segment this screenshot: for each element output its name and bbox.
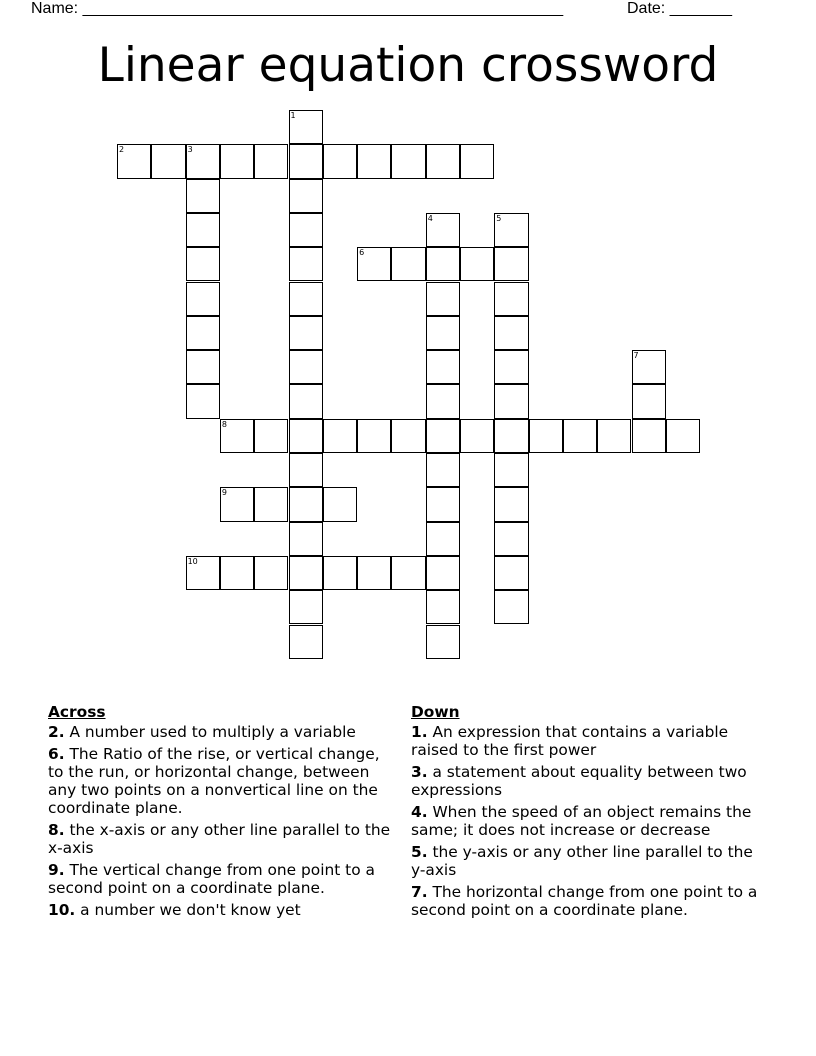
grid-cell[interactable]	[494, 247, 528, 281]
across-clue	[48, 723, 398, 741]
grid-cell[interactable]	[151, 144, 185, 178]
down-clue	[411, 803, 771, 839]
grid-cell[interactable]	[289, 419, 323, 453]
grid-cell[interactable]	[529, 419, 563, 453]
grid-cell[interactable]	[426, 282, 460, 316]
grid-cell[interactable]	[391, 144, 425, 178]
grid-cell[interactable]	[117, 144, 151, 178]
clue-number: 7	[633, 351, 639, 361]
grid-cell[interactable]	[494, 350, 528, 384]
grid-cell[interactable]	[289, 247, 323, 281]
clue-text: the x-axis or any other line parallel to the x-axis	[48, 821, 391, 857]
clue-text: An expression that contains a variable raised to the first power	[411, 723, 729, 759]
grid-cell[interactable]	[220, 487, 254, 521]
clue-number: 9	[221, 488, 227, 498]
clue-text: The vertical change from one point to a second point on a coordinate plane.	[48, 861, 375, 897]
grid-cell[interactable]	[494, 487, 528, 521]
down-clue	[411, 843, 771, 879]
grid-cell[interactable]	[426, 144, 460, 178]
grid-cell[interactable]	[426, 350, 460, 384]
grid-cell[interactable]	[220, 556, 254, 590]
clue-text: the y-axis or any other line parallel to the y-axis	[411, 843, 753, 879]
grid-cell[interactable]	[426, 522, 460, 556]
grid-cell[interactable]	[323, 487, 357, 521]
clue-num: 1.	[411, 723, 428, 741]
grid-cell[interactable]	[289, 453, 323, 487]
clue-number: 5	[496, 213, 502, 223]
across-clues	[48, 703, 398, 923]
grid-cell[interactable]	[323, 556, 357, 590]
across-clue	[48, 901, 398, 919]
grid-cell[interactable]	[289, 625, 323, 659]
grid-cell[interactable]	[289, 487, 323, 521]
clue-num: 6.	[48, 745, 65, 763]
grid-cell[interactable]	[254, 419, 288, 453]
grid-cell[interactable]	[289, 213, 323, 247]
grid-cell[interactable]	[494, 282, 528, 316]
grid-cell[interactable]	[426, 213, 460, 247]
clue-num: 5.	[411, 843, 428, 861]
clue-num: 2.	[48, 723, 65, 741]
clue-text: a statement about equality between two expressions	[411, 763, 747, 799]
grid-cell[interactable]	[289, 350, 323, 384]
grid-cell[interactable]	[323, 419, 357, 453]
grid-cell[interactable]	[186, 350, 220, 384]
grid-cell[interactable]	[391, 556, 425, 590]
name-field[interactable]: Name: ______________________________________________________	[31, 0, 564, 17]
grid-cell[interactable]	[426, 487, 460, 521]
clue-num: 9.	[48, 861, 65, 879]
clue-num: 7.	[411, 883, 428, 901]
grid-cell[interactable]	[391, 419, 425, 453]
grid-cell[interactable]	[186, 384, 220, 418]
grid-cell[interactable]	[220, 419, 254, 453]
grid-cell[interactable]	[357, 144, 391, 178]
clue-number: 1	[290, 111, 296, 120]
clue-number: 2	[119, 145, 125, 155]
clue-text: a number we don't know yet	[80, 901, 301, 919]
down-clues	[411, 703, 771, 923]
grid-cell[interactable]	[289, 110, 323, 144]
grid-cell[interactable]	[357, 247, 391, 281]
down-heading: Down	[411, 703, 460, 721]
clue-number: 10	[187, 556, 198, 566]
clue-text: A number used to multiply a variable	[69, 723, 356, 741]
grid-cell[interactable]	[426, 556, 460, 590]
grid-cell[interactable]	[426, 316, 460, 350]
grid-cell[interactable]	[632, 419, 666, 453]
clue-num: 4.	[411, 803, 428, 821]
grid-cell[interactable]	[186, 282, 220, 316]
grid-cell[interactable]	[289, 384, 323, 418]
across-clue	[48, 821, 398, 857]
across-clue	[48, 861, 398, 897]
grid-cell[interactable]	[186, 316, 220, 350]
clue-number: 3	[187, 145, 193, 155]
grid-cell[interactable]	[220, 144, 254, 178]
grid-cell[interactable]	[460, 144, 494, 178]
grid-cell[interactable]	[289, 522, 323, 556]
grid-cell[interactable]	[289, 590, 323, 624]
grid-cell[interactable]	[460, 419, 494, 453]
grid-cell[interactable]	[632, 350, 666, 384]
clue-text: When the speed of an object remains the same; it does not increase or decrease	[411, 803, 752, 839]
grid-cell[interactable]	[357, 556, 391, 590]
grid-cell[interactable]	[289, 144, 323, 178]
grid-cell[interactable]	[563, 419, 597, 453]
grid-cell[interactable]	[426, 419, 460, 453]
grid-cell[interactable]	[186, 179, 220, 213]
grid-cell[interactable]	[426, 384, 460, 418]
grid-cell[interactable]	[494, 213, 528, 247]
clue-num: 3.	[411, 763, 428, 781]
grid-cell[interactable]	[632, 384, 666, 418]
grid-cell[interactable]	[289, 282, 323, 316]
clue-number: 6	[359, 248, 365, 258]
across-heading: Across	[48, 703, 106, 721]
grid-cell[interactable]	[186, 556, 220, 590]
grid-cell[interactable]	[426, 590, 460, 624]
down-clue	[411, 763, 771, 799]
grid-cell[interactable]	[666, 419, 700, 453]
grid-cell[interactable]	[494, 556, 528, 590]
grid-cell[interactable]	[426, 625, 460, 659]
grid-cell[interactable]	[391, 247, 425, 281]
grid-cell[interactable]	[494, 522, 528, 556]
grid-cell[interactable]	[426, 247, 460, 281]
grid-cell[interactable]	[186, 213, 220, 247]
grid-cell[interactable]	[494, 419, 528, 453]
grid-cell[interactable]	[323, 144, 357, 178]
date-field[interactable]: Date: _______	[627, 0, 732, 17]
grid-cell[interactable]	[254, 556, 288, 590]
grid-cell[interactable]	[357, 419, 391, 453]
grid-cell[interactable]	[494, 384, 528, 418]
down-clue	[411, 883, 771, 919]
clue-text: The Ratio of the rise, or vertical change, to the run, or horizontal change, between any two points on a nonvertical line on the coordinate plane.	[48, 745, 380, 817]
grid-cell[interactable]	[254, 487, 288, 521]
clue-num: 10.	[48, 901, 76, 919]
grid-cell[interactable]	[186, 144, 220, 178]
grid-cell[interactable]	[426, 453, 460, 487]
grid-cell[interactable]	[289, 556, 323, 590]
grid-cell[interactable]	[254, 144, 288, 178]
clue-number: 8	[221, 419, 227, 429]
grid-cell[interactable]	[289, 316, 323, 350]
grid-cell[interactable]	[597, 419, 631, 453]
grid-cell[interactable]	[460, 247, 494, 281]
grid-cell[interactable]	[494, 453, 528, 487]
clue-text: The horizontal change from one point to a second point on a coordinate plane.	[411, 883, 758, 919]
grid-cell[interactable]	[289, 179, 323, 213]
page-title: Linear equation crossword	[97, 38, 719, 93]
clue-number: 4	[427, 213, 433, 223]
clue-num: 8.	[48, 821, 65, 839]
across-clue	[48, 745, 398, 817]
grid-cell[interactable]	[494, 590, 528, 624]
grid-cell[interactable]	[186, 247, 220, 281]
grid-cell[interactable]	[494, 316, 528, 350]
down-clue	[411, 723, 771, 759]
